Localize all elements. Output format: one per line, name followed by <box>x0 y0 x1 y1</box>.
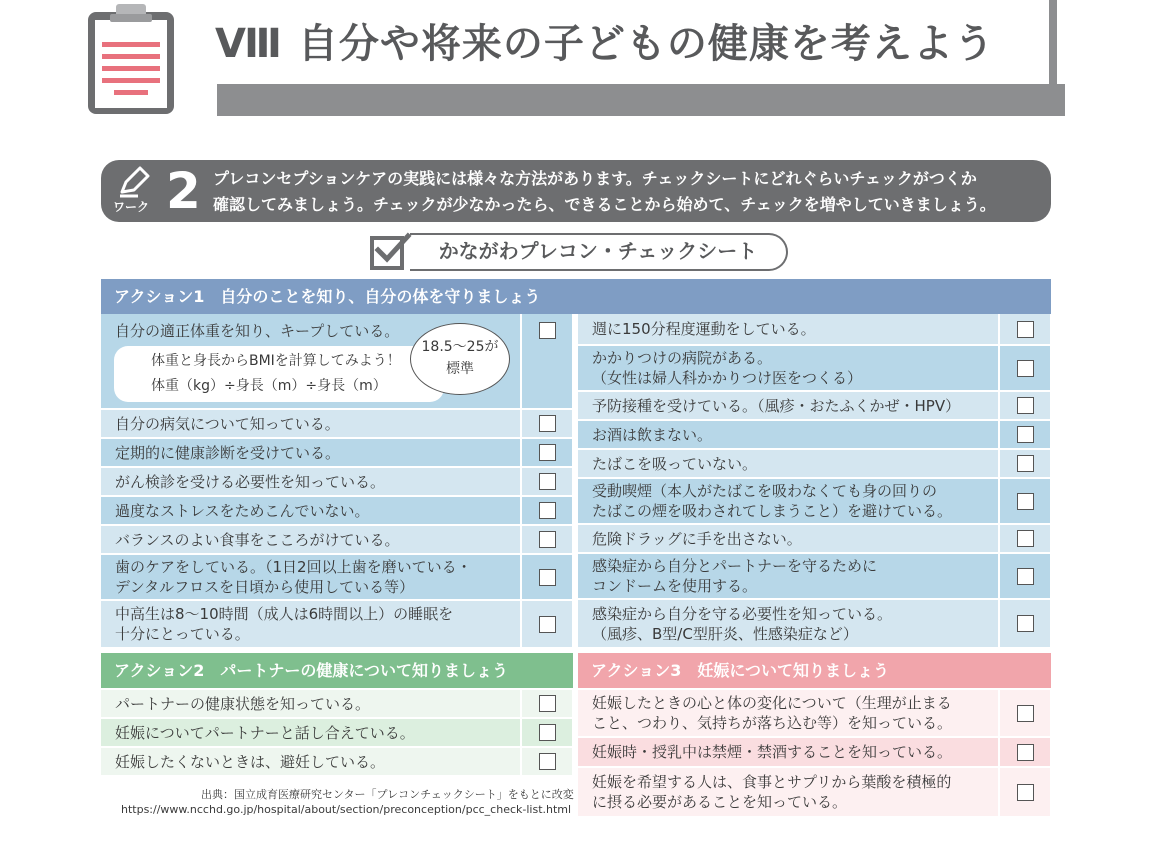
action1-heading: アクション1 自分のことを知り、自分の体を守りましょう <box>101 279 1051 314</box>
source-citation: 出典：国立成育医療研究センター「プレコンチェックシート」をもとに改変 <box>201 788 574 801</box>
checkbox-cell <box>522 410 572 437</box>
checkbox[interactable] <box>1017 705 1034 722</box>
list-item <box>101 439 520 466</box>
list-item <box>101 468 520 495</box>
checkbox-cell <box>1000 600 1050 647</box>
checkbox[interactable] <box>539 444 556 461</box>
list-item <box>101 719 520 746</box>
list-item <box>101 555 520 599</box>
list-item <box>578 479 998 523</box>
list-item-text: 定期的に健康診断を受けている。 <box>115 443 341 462</box>
list-item-text: お酒は飲まない。 <box>592 425 713 444</box>
checkbox[interactable] <box>539 695 556 712</box>
action3-heading: アクション3 妊娠について知りましょう <box>578 653 1051 688</box>
list-item <box>101 601 520 647</box>
checkbox[interactable] <box>1017 360 1034 377</box>
bmi-item-text: 自分の適正体重を知り、キープしている。 <box>115 322 400 340</box>
list-item <box>578 600 998 647</box>
list-item <box>578 346 998 390</box>
checkbox[interactable] <box>1017 568 1034 585</box>
checkbox-cell <box>1000 525 1050 552</box>
list-item-text: たばこを吸っていない。 <box>592 454 758 473</box>
checkbox-cell <box>1000 768 1050 816</box>
checkbox-cell <box>1000 392 1050 419</box>
checkbox-cell <box>522 555 572 599</box>
work-instructions <box>213 166 996 218</box>
pencil-icon <box>118 166 154 198</box>
checkbox-cell <box>522 719 572 746</box>
list-item <box>101 410 520 437</box>
list-item-text: 週に150分程度運動をしている。 <box>592 320 816 338</box>
checkbox-cell <box>1000 314 1050 344</box>
checkbox[interactable] <box>1017 426 1034 443</box>
list-item <box>101 497 520 524</box>
checkbox-cell <box>522 748 572 775</box>
checkbox[interactable] <box>1017 615 1034 632</box>
bmi-speech-bubble <box>410 323 510 395</box>
list-item-text: かかりつけの病院がある。 （女性は婦人科かかりつけ医をつくる） <box>592 349 863 387</box>
checkbox[interactable] <box>539 724 556 741</box>
bmi-hint-line: 体重（kg）÷身長（m）÷身長（m） <box>151 378 387 394</box>
list-item-text: 過度なストレスをためこんでいない。 <box>115 501 370 520</box>
checkbox-cell <box>1000 554 1050 598</box>
checkbox-cell <box>1000 450 1050 477</box>
list-item-text: 歯のケアをしている。（1日2回以上歯を磨いている・ デンタルフロスを日頃から使用している等） <box>115 558 472 596</box>
checkbox[interactable] <box>539 322 556 339</box>
list-item-text: パートナーの健康状態を知っている。 <box>115 694 371 713</box>
checkbox-cell <box>522 601 572 647</box>
clipboard-icon <box>86 4 176 116</box>
checkbox[interactable] <box>539 569 556 586</box>
checkbox[interactable] <box>1017 321 1034 338</box>
checkbox-cell <box>522 439 572 466</box>
checkbox[interactable] <box>1017 493 1034 510</box>
list-item-text: バランスのよい食事をこころがけている。 <box>115 530 400 549</box>
checkbox-cell <box>1000 421 1050 448</box>
list-item <box>101 748 520 775</box>
list-item-text: 妊娠したくないときは、避妊している。 <box>115 752 386 771</box>
checkbox-cell <box>522 497 572 524</box>
bmi-hint <box>114 346 444 402</box>
checkbox[interactable] <box>1017 744 1034 761</box>
work-instructions-line: プレコンセプションケアの実践には様々な方法があります。チェックシートにどれぐらいチェックがつくか <box>213 169 977 188</box>
bmi-bubble-line: 18.5〜25が <box>421 339 499 355</box>
list-item-text: 中高生は8〜10時間（成人は6時間以上）の睡眠を 十分にとっている。 <box>115 605 454 643</box>
checkbox-cell <box>1000 690 1050 736</box>
work-number: 2 <box>166 162 201 220</box>
checkbox-cell <box>1000 738 1050 766</box>
checkbox-cell <box>1000 346 1050 390</box>
list-item <box>101 526 520 553</box>
checkbox[interactable] <box>539 415 556 432</box>
work-label: ワーク <box>113 200 150 214</box>
checkbox[interactable] <box>539 616 556 633</box>
list-item-text: 感染症から自分とパートナーを守るために コンドームを使用する。 <box>592 557 878 595</box>
list-item-text: 予防接種を受けている。（風疹・おたふくかぜ・HPV） <box>592 396 961 415</box>
sheet-title: かながわプレコン・チェックシート <box>410 233 788 271</box>
list-item-text: 妊娠を希望する人は、食事とサプリから葉酸を積極的 に摂る必要があることを知っている。 <box>592 773 952 811</box>
list-item <box>578 768 998 816</box>
list-item-text: がん検診を受ける必要性を知っている。 <box>115 472 386 491</box>
checkbox[interactable] <box>539 753 556 770</box>
list-item-text: 自分の病気について知っている。 <box>115 414 340 433</box>
list-item-text: 妊娠時・授乳中は禁煙・禁酒することを知っている。 <box>592 743 953 761</box>
checkbox[interactable] <box>1017 530 1034 547</box>
list-item-text: 受動喫煙（本人がたばこを吸わなくても身の回りの たばこの煙を吸わされてしまうこと）を避けている。 <box>592 482 953 520</box>
list-item <box>578 421 998 448</box>
checkbox[interactable] <box>539 531 556 548</box>
checkbox-cell <box>1000 479 1050 523</box>
title-underline-bar <box>217 84 1065 116</box>
checkbox-cell <box>522 468 572 495</box>
source-url: https://www.ncchd.go.jp/hospital/about/section/preconception/pcc_check-list.html <box>121 803 572 816</box>
list-item-text: 妊娠についてパートナーと話し合えている。 <box>115 723 415 742</box>
checkbox-cell <box>522 690 572 717</box>
list-item <box>578 450 998 477</box>
checkbox[interactable] <box>1017 784 1034 801</box>
checkbox[interactable] <box>539 502 556 519</box>
list-item <box>578 392 998 419</box>
page-title: Ⅷ 自分や将来の子どもの健康を考えよう <box>215 21 995 67</box>
checkbox-cell <box>522 526 572 553</box>
checkbox[interactable] <box>1017 397 1034 414</box>
list-item <box>578 690 998 736</box>
work-instructions-line: 確認してみましょう。チェックが少なかったら、できることから始めて、チェックを増やしていきましょう。 <box>213 195 996 214</box>
checkbox[interactable] <box>539 473 556 490</box>
bmi-bubble-line: 標準 <box>446 361 474 377</box>
bmi-hint-line: 体重と身長からBMIを計算してみよう！ <box>151 353 401 369</box>
checkbox-checked-icon <box>368 232 412 272</box>
checkbox[interactable] <box>1017 455 1034 472</box>
list-item <box>578 525 998 552</box>
list-item <box>578 738 998 766</box>
list-item-text: 感染症から自分を守る必要性を知っている。 （風疹、B型/C型肝炎、性感染症など） <box>592 604 893 643</box>
list-item <box>578 554 998 598</box>
list-item <box>101 690 520 717</box>
list-item-text: 危険ドラッグに手を出さない。 <box>592 529 802 548</box>
list-item <box>578 314 998 344</box>
list-item-text: 妊娠したときの心と体の変化について（生理が止まる こと、つわり、気持ちが落ち込む等）を知っている。 <box>592 694 953 732</box>
checkbox-cell <box>522 314 572 408</box>
action2-heading: アクション2 パートナーの健康について知りましょう <box>101 653 573 688</box>
